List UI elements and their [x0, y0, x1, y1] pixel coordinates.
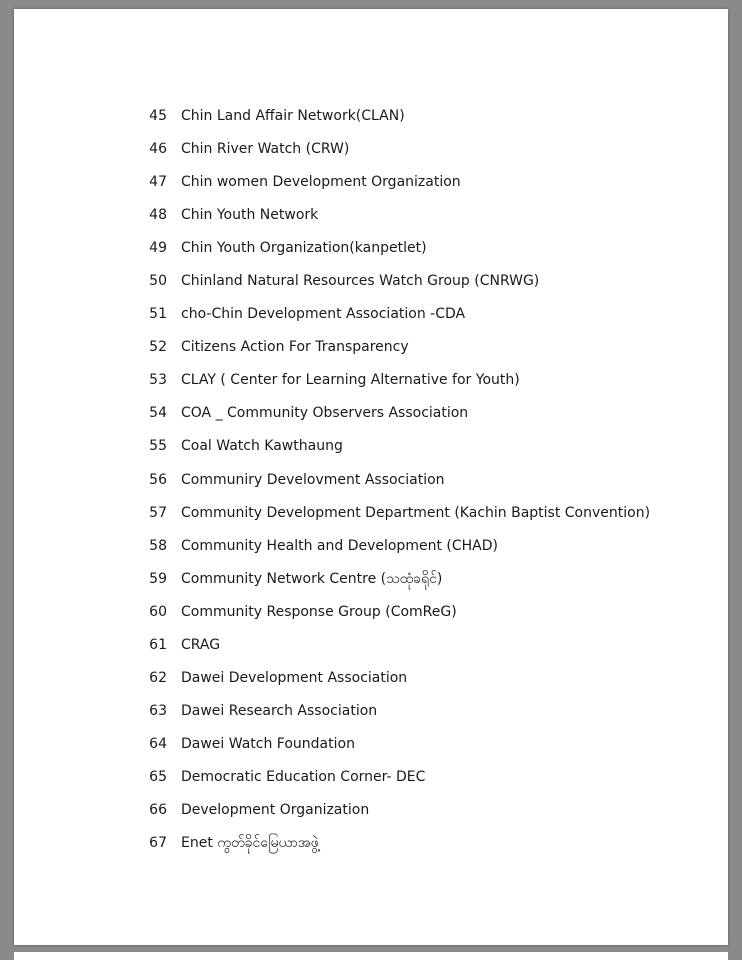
- organization-name: Chinland Natural Resources Watch Group (CNRWG): [181, 273, 540, 290]
- organization-name: Community Network Centre (သထုံခရိုင်): [181, 570, 443, 587]
- list-item: [138, 106, 650, 139]
- list-item: [138, 635, 650, 668]
- list-item: [138, 271, 650, 304]
- organization-name: Dawei Watch Foundation: [181, 735, 355, 752]
- item-number: 67: [149, 835, 167, 852]
- item-number: 60: [149, 603, 167, 620]
- organization-name: Chin women Development Organization: [181, 174, 461, 191]
- organization-name: Enet ကွတ်ခိုင်မြေယာအဖွဲ့: [181, 835, 319, 852]
- list-item: [138, 602, 650, 635]
- item-number: 48: [149, 207, 167, 224]
- item-number: 64: [149, 735, 167, 752]
- item-number: 55: [149, 438, 167, 455]
- organization-name: Chin River Watch (CRW): [181, 141, 350, 158]
- organization-name: cho-Chin Development Association -CDA: [181, 306, 466, 323]
- organization-name: Democratic Education Corner- DEC: [181, 768, 426, 785]
- organization-name: COA _ Community Observers Association: [181, 405, 469, 422]
- item-number: 50: [149, 273, 167, 290]
- list-item: [138, 833, 650, 866]
- item-number: 66: [149, 801, 167, 818]
- item-number: 57: [149, 504, 167, 521]
- list-item: [138, 668, 650, 701]
- list-item: [138, 701, 650, 734]
- item-number: 63: [149, 702, 167, 719]
- item-number: 47: [149, 174, 167, 191]
- list-item: [138, 370, 650, 403]
- organization-name: Coal Watch Kawthaung: [181, 438, 343, 455]
- list-item: [138, 238, 650, 271]
- organization-name: Community Health and Development (CHAD): [181, 537, 498, 554]
- list-item: [138, 536, 650, 569]
- next-page-edge: [14, 952, 728, 960]
- organization-name: Citizens Action For Transparency: [181, 339, 409, 356]
- item-number: 52: [149, 339, 167, 356]
- organization-name: Communiry Develovment Association: [181, 471, 445, 488]
- item-number: 49: [149, 240, 167, 257]
- list-item: [138, 139, 650, 172]
- item-number: 62: [149, 669, 167, 686]
- item-number: 58: [149, 537, 167, 554]
- list-item: [138, 436, 650, 469]
- item-number: 51: [149, 306, 167, 323]
- item-number: 65: [149, 768, 167, 785]
- organization-name: Chin Youth Network: [181, 207, 319, 224]
- item-number: 46: [149, 141, 167, 158]
- list-item: [138, 503, 650, 536]
- list-item: [138, 800, 650, 833]
- organization-list: [138, 106, 650, 866]
- organization-name: CRAG: [181, 636, 221, 653]
- item-number: 61: [149, 636, 167, 653]
- list-item: [138, 734, 650, 767]
- list-item: [138, 172, 650, 205]
- organization-name: Chin Youth Organization(kanpetlet): [181, 240, 427, 257]
- organization-name: CLAY ( Center for Learning Alternative for Youth): [181, 372, 520, 389]
- list-item: [138, 205, 650, 238]
- item-number: 54: [149, 405, 167, 422]
- organization-name: Dawei Research Association: [181, 702, 378, 719]
- list-item: [138, 470, 650, 503]
- list-item: [138, 767, 650, 800]
- list-item: [138, 403, 650, 436]
- organization-name: Community Development Department (Kachin Baptist Convention): [181, 504, 651, 521]
- item-number: 53: [149, 372, 167, 389]
- organization-name: Community Response Group (ComReG): [181, 603, 457, 620]
- item-number: 59: [149, 570, 167, 587]
- list-item: [138, 304, 650, 337]
- organization-name: Chin Land Affair Network(CLAN): [181, 108, 405, 124]
- organization-name: Dawei Development Association: [181, 669, 408, 686]
- list-item: [138, 337, 650, 370]
- item-number: 45: [149, 108, 167, 124]
- item-number: 56: [149, 471, 167, 488]
- list-item: [138, 569, 650, 602]
- organization-name: Development Organization: [181, 801, 370, 818]
